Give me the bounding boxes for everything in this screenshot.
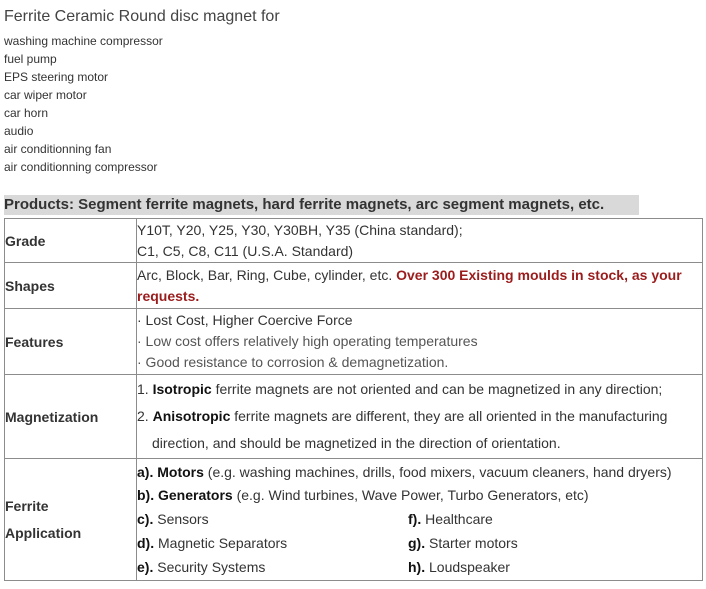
loudspeaker-item: Loudspeaker [425, 558, 510, 575]
item-key: c). [137, 510, 154, 527]
anisotropic-term: Anisotropic [152, 408, 231, 424]
item-key: g). [408, 534, 426, 551]
generators-desc: (e.g. Wind turbines, Wave Power, Turbo Generators, etc) [232, 486, 589, 503]
generators-key: b). Generators [137, 486, 233, 503]
moulds-highlight: requests. [137, 287, 200, 304]
item-key: f). [408, 510, 422, 527]
products-heading: Products: Segment ferrite magnets, hard ferrite magnets, arc segment magnets, etc. [4, 195, 639, 215]
table-row [5, 459, 703, 581]
list-item: audio [4, 124, 34, 138]
spec-table [4, 218, 703, 581]
table-row [5, 375, 703, 459]
anisotropic-desc-cont: direction, and should be magnetized in the direction of orientation. [152, 435, 561, 451]
moulds-highlight: Over 300 Existing moulds in stock, as your [396, 266, 682, 283]
application-label-line: Application [5, 524, 82, 541]
grade-line: C1, C5, C8, C11 (U.S.A. Standard) [137, 242, 354, 259]
isotropic-term: Isotropic [152, 381, 212, 397]
features-value [137, 309, 703, 375]
anisotropic-desc: ferrite magnets are different, they are all oriented in the manufacturing [230, 408, 668, 424]
feature-item: · Low cost offers relatively high operating temperatures [137, 333, 478, 349]
list-item: fuel pump [4, 52, 57, 66]
list-item: air conditionning fan [4, 142, 112, 156]
list-item: air conditionning compressor [4, 160, 158, 174]
shapes-label: Shapes [5, 263, 137, 309]
grade-value [137, 219, 703, 263]
grade-label: Grade [5, 219, 137, 263]
shapes-value [137, 263, 703, 309]
application-grid [137, 507, 702, 579]
item-number: 2. [137, 408, 153, 424]
grade-line: Y10T, Y20, Y25, Y30, Y30BH, Y35 (China standard); [137, 221, 463, 238]
table-row [5, 309, 703, 375]
motors-desc: (e.g. washing machines, drills, food mixers, vacuum cleaners, hand dryers) [203, 463, 672, 480]
healthcare-item: Healthcare [421, 510, 493, 527]
features-label: Features [5, 309, 137, 375]
list-item: EPS steering motor [4, 70, 109, 84]
starter-motors-item: Starter motors [425, 534, 518, 551]
magnetization-label: Magnetization [5, 375, 137, 459]
feature-item: · Lost Cost, Higher Coercive Force [137, 312, 353, 328]
page-title: Ferrite Ceramic Round disc magnet for [4, 8, 280, 25]
application-label-line: Ferrite [5, 497, 49, 514]
table-row [5, 219, 703, 263]
shapes-text: Arc, Block, Bar, Ring, Cube, cylinder, etc. [137, 266, 397, 283]
sensors-item: Sensors [153, 510, 209, 527]
list-item: washing machine compressor [4, 34, 163, 48]
separators-item: Magnetic Separators [154, 534, 288, 551]
item-key: e). [137, 558, 154, 575]
application-value [137, 459, 703, 581]
security-item: Security Systems [153, 558, 266, 575]
table-row [5, 263, 703, 309]
list-item: car horn [4, 106, 49, 120]
motors-key: a). Motors [137, 463, 204, 480]
feature-item: · Good resistance to corrosion & demagnetization. [137, 354, 449, 370]
magnetization-value [137, 375, 703, 459]
application-label [5, 459, 137, 581]
item-number: 1. [137, 381, 153, 397]
item-key: h). [408, 558, 426, 575]
isotropic-desc: ferrite magnets are not oriented and can be magnetized in any direction; [211, 381, 663, 397]
list-item: car wiper motor [4, 88, 87, 102]
item-key: d). [137, 534, 155, 551]
application-list [4, 32, 163, 176]
